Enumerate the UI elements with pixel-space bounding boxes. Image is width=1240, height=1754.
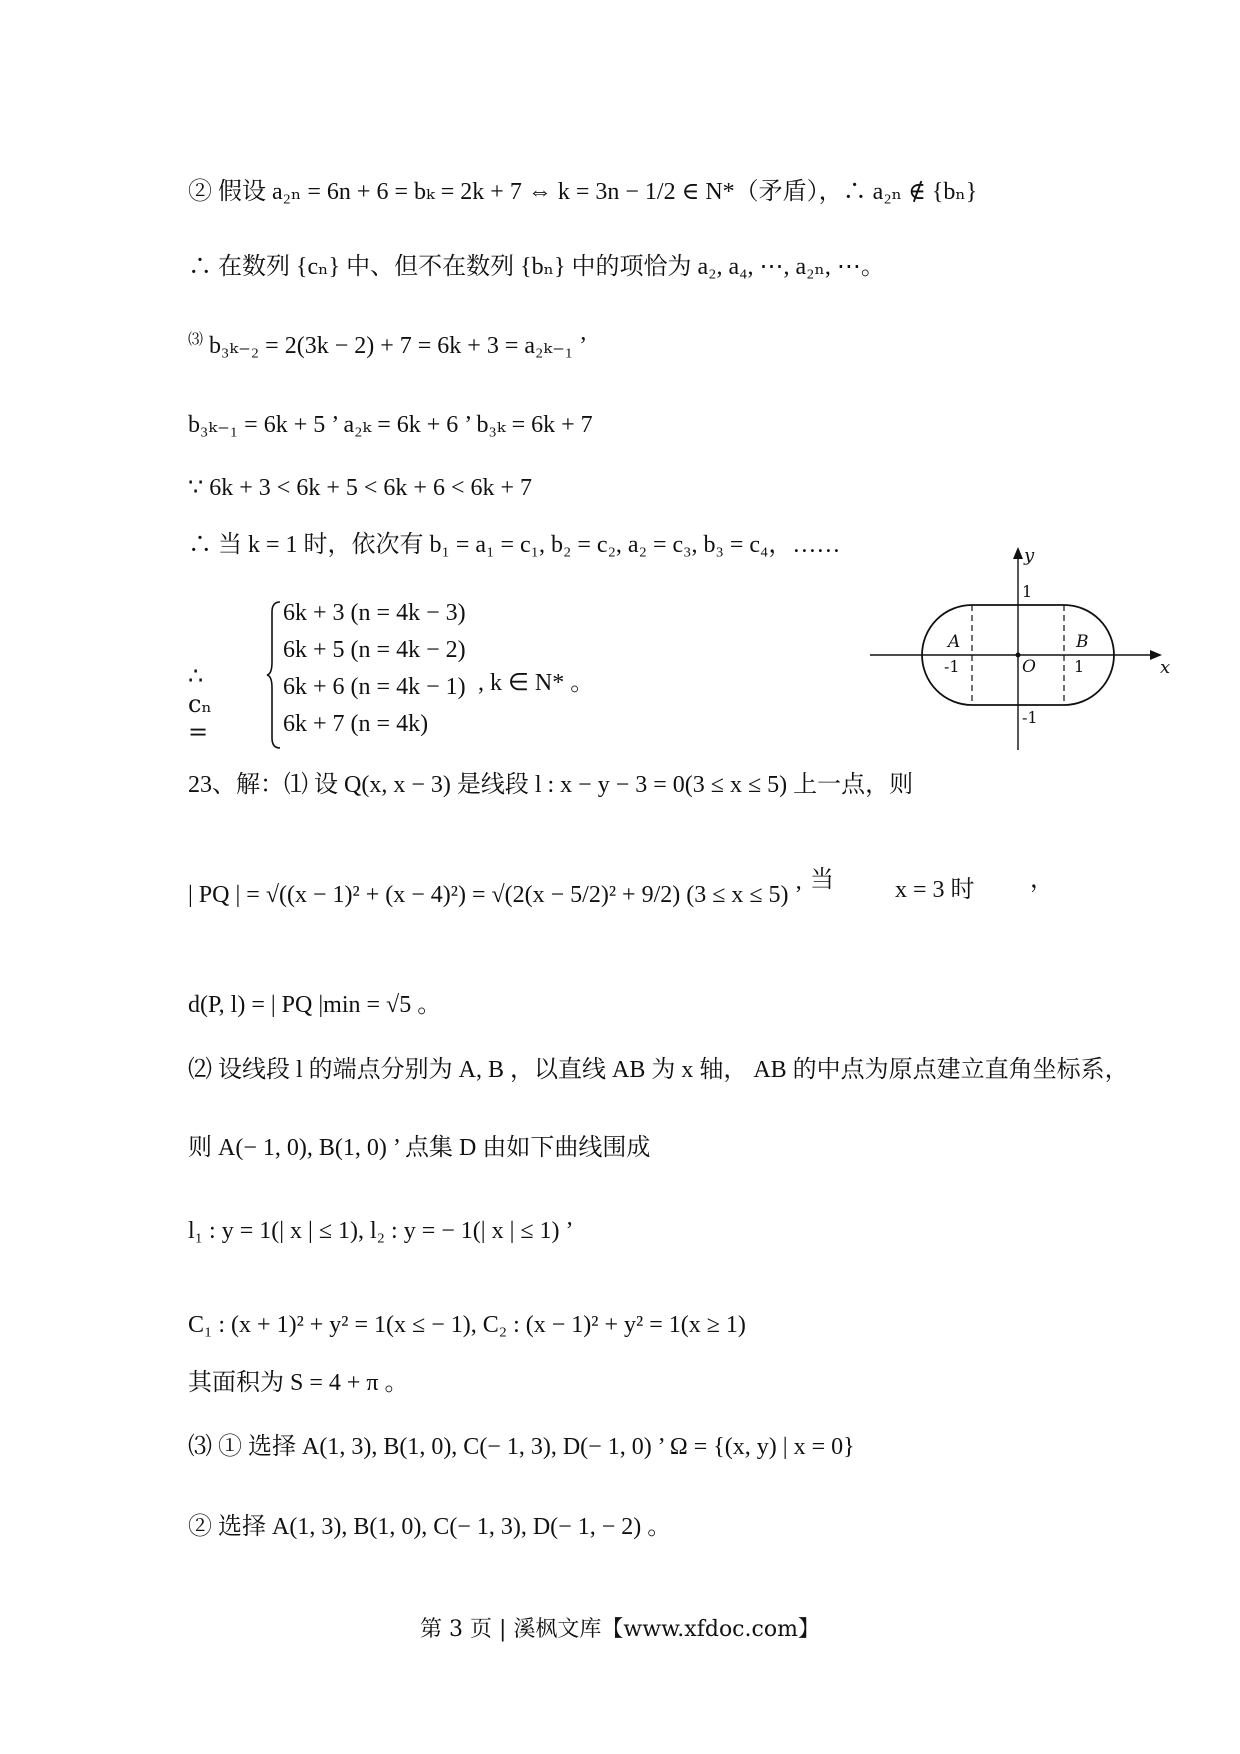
case-row: 6k + 3 (n = 4k − 3) — [283, 600, 466, 626]
case-row: 6k + 5 (n = 4k − 2) — [283, 637, 466, 663]
line-l3 — [188, 325, 587, 361]
point-b-label: B — [1076, 632, 1089, 652]
tick-x-neg: -1 — [944, 657, 960, 676]
point-a-label: A — [948, 632, 961, 652]
page-footer: 第 3 页 | 溪枫文库【www.xfdoc.com】 — [420, 1617, 820, 1642]
equation: b₃ₖ₋₂ = 2(3k − 2) + 7 = 6k + 3 = a₂ₖ₋₁ ’ — [209, 333, 588, 359]
line-l12: 则 A(− 1, 0), B(1, 0) ’ 点集 D 由如下曲线围成 — [188, 1135, 651, 1161]
line-l9b: 当 — [810, 867, 834, 893]
line-l16: ⑶ ① 选择 A(1, 3), B(1, 0), C(− 1, 3), D(− 1, 0) ’ Ω = {(x, y) | x = 0} — [188, 1434, 855, 1460]
line-l2: ∴ 在数列 {cₙ} 中、但不在数列 {bₙ} 中的项恰为 a₂, a₄, ⋯, a₂ₙ, ⋯。 — [188, 254, 885, 280]
line-l9a: | PQ | = √((x − 1)² + (x − 4)²) = √(2(x − 5/2)² + 9/2) (3 ≤ x ≤ 5) ’ — [188, 882, 803, 908]
line-l4: b₃ₖ₋₁ = 6k + 5 ’ a₂ₖ = 6k + 6 ’ b₃ₖ = 6k + 7 — [188, 412, 593, 438]
line-l6: ∴ 当 k = 1 时，依次有 b₁ = a₁ = c₁, b₂ = c₂, a₂ = c₃, b₃ = c₄，…… — [188, 532, 841, 558]
piecewise-label: ∴ cₙ = — [188, 662, 212, 746]
origin-label: O — [1022, 657, 1036, 677]
line-l10: d(P, l) = | PQ |min = √5 。 — [188, 992, 442, 1018]
case-row: 6k + 7 (n = 4k) — [283, 711, 429, 737]
line-l9c: x = 3 时 — [895, 877, 975, 903]
tick-x-pos: 1 — [1074, 657, 1085, 676]
case-row: 6k + 6 (n = 4k − 1) — [283, 674, 466, 700]
stadium-figure — [870, 545, 1170, 750]
tick-y-pos: 1 — [1022, 582, 1033, 601]
axis-y-label: y — [1024, 545, 1035, 566]
tick-y-neg: -1 — [1022, 708, 1038, 727]
axis-x-label: x — [1160, 657, 1171, 678]
left-brace-icon — [266, 600, 282, 750]
part-label: ⑶ — [188, 332, 204, 348]
line-l9d: ， — [1030, 867, 1054, 893]
piecewise-tail: , k ∈ N* 。 — [478, 670, 595, 696]
line-l1: ② 假设 a₂ₙ = 6n + 6 = bₖ = 2k + 7 ⇔ k = 3n − 1/2 ∈ N*（矛盾），∴ a₂ₙ ∉ {bₙ} — [188, 179, 978, 205]
line-l14: C₁ : (x + 1)² + y² = 1(x ≤ − 1), C₂ : (x − 1)² + y² = 1(x ≥ 1) — [188, 1312, 746, 1338]
line-l17: ② 选择 A(1, 3), B(1, 0), C(− 1, 3), D(− 1, − 2) 。 — [188, 1514, 672, 1540]
line-l13: l₁ : y = 1(| x | ≤ 1), l₂ : y = − 1(| x | ≤ 1) ’ — [188, 1218, 574, 1244]
line-l5: ∵ 6k + 3 < 6k + 5 < 6k + 6 < 6k + 7 — [188, 475, 533, 501]
line-l11: ⑵ 设线段 l 的端点分别为 A, B ，以直线 AB 为 x 轴， AB 的中点为原点建立直角坐标系， — [188, 1057, 1129, 1083]
line-l15: 其面积为 S = 4 + π 。 — [188, 1370, 409, 1396]
line-l8: 23、解：⑴ 设 Q(x, x − 3) 是线段 l : x − y − 3 = 0(3 ≤ x ≤ 5) 上一点，则 — [188, 772, 914, 798]
